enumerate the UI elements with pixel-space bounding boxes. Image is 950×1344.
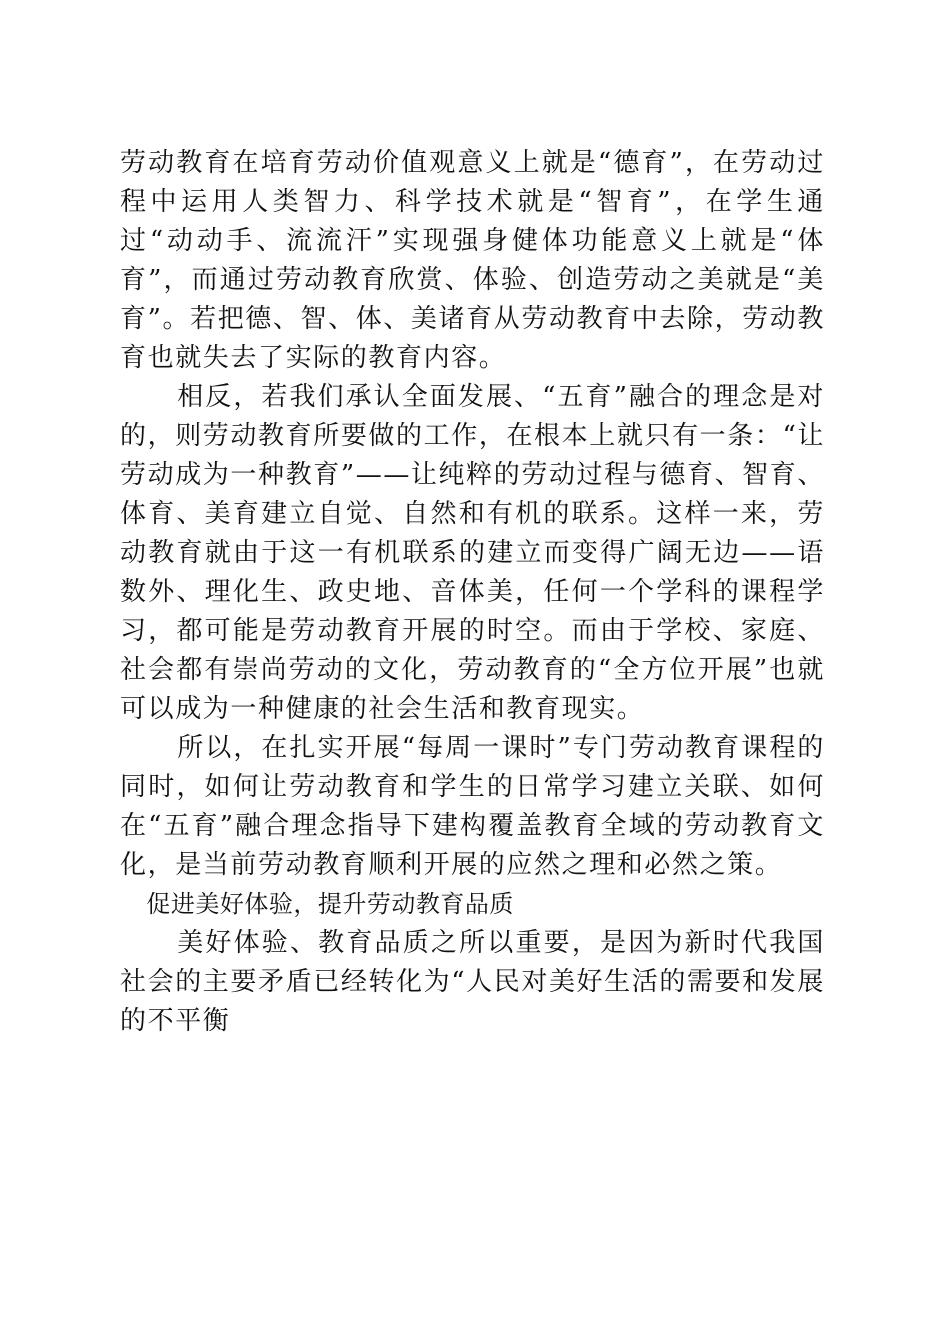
section-heading: 促进美好体验，提升劳动教育品质: [146, 890, 514, 918]
paragraph-4: 美好体验、教育品质之所以重要，是因为新时代我国社会的主要矛盾已经转化为“人民对美好生活的需要和发展的不平衡: [120, 928, 825, 1036]
paragraph-2: 相反，若我们承认全面发展、“五育”融合的理念是对的，则劳动教育所要做的工作，在根本上就只有一条：“让劳动成为一种教育”——让纯粹的劳动过程与德育、智育、体育、美育建立自觉、自然和有机的联系。这样一来，劳动教育就由于这一有机联系的建立而变得广阔无边——语数外、理化生、政史地、音体美，任何一个学科的课程学习，都可能是劳动教育开展的时空。而由于学校、家庭、社会都有崇尚劳动的文化，劳动教育的“全方位开展”也就可以成为一种健康的社会生活和教育现实。: [120, 382, 825, 724]
paragraph-1: 劳动教育在培育劳动价值观意义上就是“德育”，在劳动过程中运用人类智力、科学技术就是“智育”，在学生通过“动动手、流流汗”实现强身健体功能意义上就是“体育”，而通过劳动教育欣赏、体验、创造劳动之美就是“美育”。若把德、智、体、美诸育从劳动教育中去除，劳动教育也就失去了实际的教育内容。: [120, 148, 825, 373]
paragraph-3: 所以，在扎实开展“每周一课时”专门劳动教育课程的同时，如何让劳动教育和学生的日常学习建立关联、如何在“五育”融合理念指导下建构覆盖教育全域的劳动教育文化，是当前劳动教育顺利开展的应然之理和必然之策。: [120, 733, 825, 880]
document-body: [120, 144, 825, 1041]
